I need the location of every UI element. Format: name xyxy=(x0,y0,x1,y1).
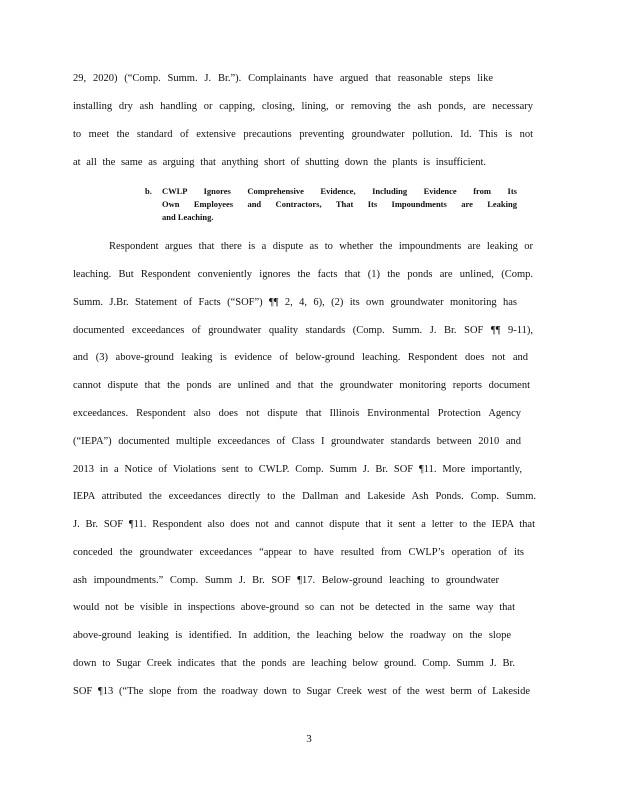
text-line: SOF ¶13 (“The slope from the roadway down to Sugar Creek west of the west berm of Lakeside xyxy=(73,686,530,697)
text-line: 29, 2020) (“Comp. Summ. J. Br.”). Complainants have argued that reasonable steps like xyxy=(73,73,493,84)
text-line: documented exceedances of groundwater quality standards (Comp. Summ. J. Br. SOF ¶¶ 9-11), xyxy=(73,325,533,336)
section-heading-line: CWLP Ignores Comprehensive Evidence, Including Evidence from Its xyxy=(162,186,517,196)
text-line: Respondent argues that there is a dispute as to whether the impoundments are leaking or xyxy=(109,241,533,252)
section-heading-line: and Leaching. xyxy=(162,212,214,222)
text-line: would not be visible in inspections above-ground so can not be detected in the same way that xyxy=(73,602,515,613)
section-heading-line: Own Employees and Contractors, That Its Impoundments are Leaking xyxy=(162,199,517,209)
text-line: at all the same as arguing that anything short of shutting down the plants is insufficient. xyxy=(73,157,486,168)
text-line: down to Sugar Creek indicates that the ponds are leaching below ground. Comp. Summ J. Br. xyxy=(73,658,515,669)
section-heading xyxy=(145,186,517,197)
section-heading-number: b. xyxy=(145,186,152,196)
text-line: Summ. J.Br. Statement of Facts (“SOF”) ¶¶ 2, 4, 6), (2) its own groundwater monitoring has xyxy=(73,297,517,308)
text-line: 2013 in a Notice of Violations sent to CWLP. Comp. Summ J. Br. SOF ¶11. More importantly, xyxy=(73,464,522,475)
text-line: installing dry ash handling or capping, closing, lining, or removing the ash ponds, are necessary xyxy=(73,101,533,112)
page-number: 3 xyxy=(306,733,312,745)
text-line: J. Br. SOF ¶11. Respondent also does not and cannot dispute that it sent a letter to the IEPA that xyxy=(73,519,535,530)
text-line: and (3) above-ground leaking is evidence of below-ground leaching. Respondent does not and xyxy=(73,352,528,363)
text-line: IEPA attributed the exceedances directly to the Dallman and Lakeside Ash Ponds. Comp. Summ. xyxy=(73,491,536,502)
text-line: above-ground leaking is identified. In addition, the leaching below the roadway on the slope xyxy=(73,630,511,641)
text-line: conceded the groundwater exceedances “appear to have resulted from CWLP’s operation of its xyxy=(73,547,524,558)
text-line: cannot dispute that the ponds are unlined and that the groundwater monitoring reports document xyxy=(73,380,530,391)
text-line: leaching. But Respondent conveniently ignores the facts that (1) the ponds are unlined, (Comp. xyxy=(73,269,533,280)
text-line: ash impoundments.” Comp. Summ J. Br. SOF ¶17. Below-ground leaching to groundwater xyxy=(73,575,499,586)
text-line: to meet the standard of extensive precautions preventing groundwater pollution. Id. This is not xyxy=(73,129,533,140)
text-line: exceedances. Respondent also does not dispute that Illinois Environmental Protection Agency xyxy=(73,408,521,419)
text-line: (“IEPA”) documented multiple exceedances of Class I groundwater standards between 2010 and xyxy=(73,436,521,447)
